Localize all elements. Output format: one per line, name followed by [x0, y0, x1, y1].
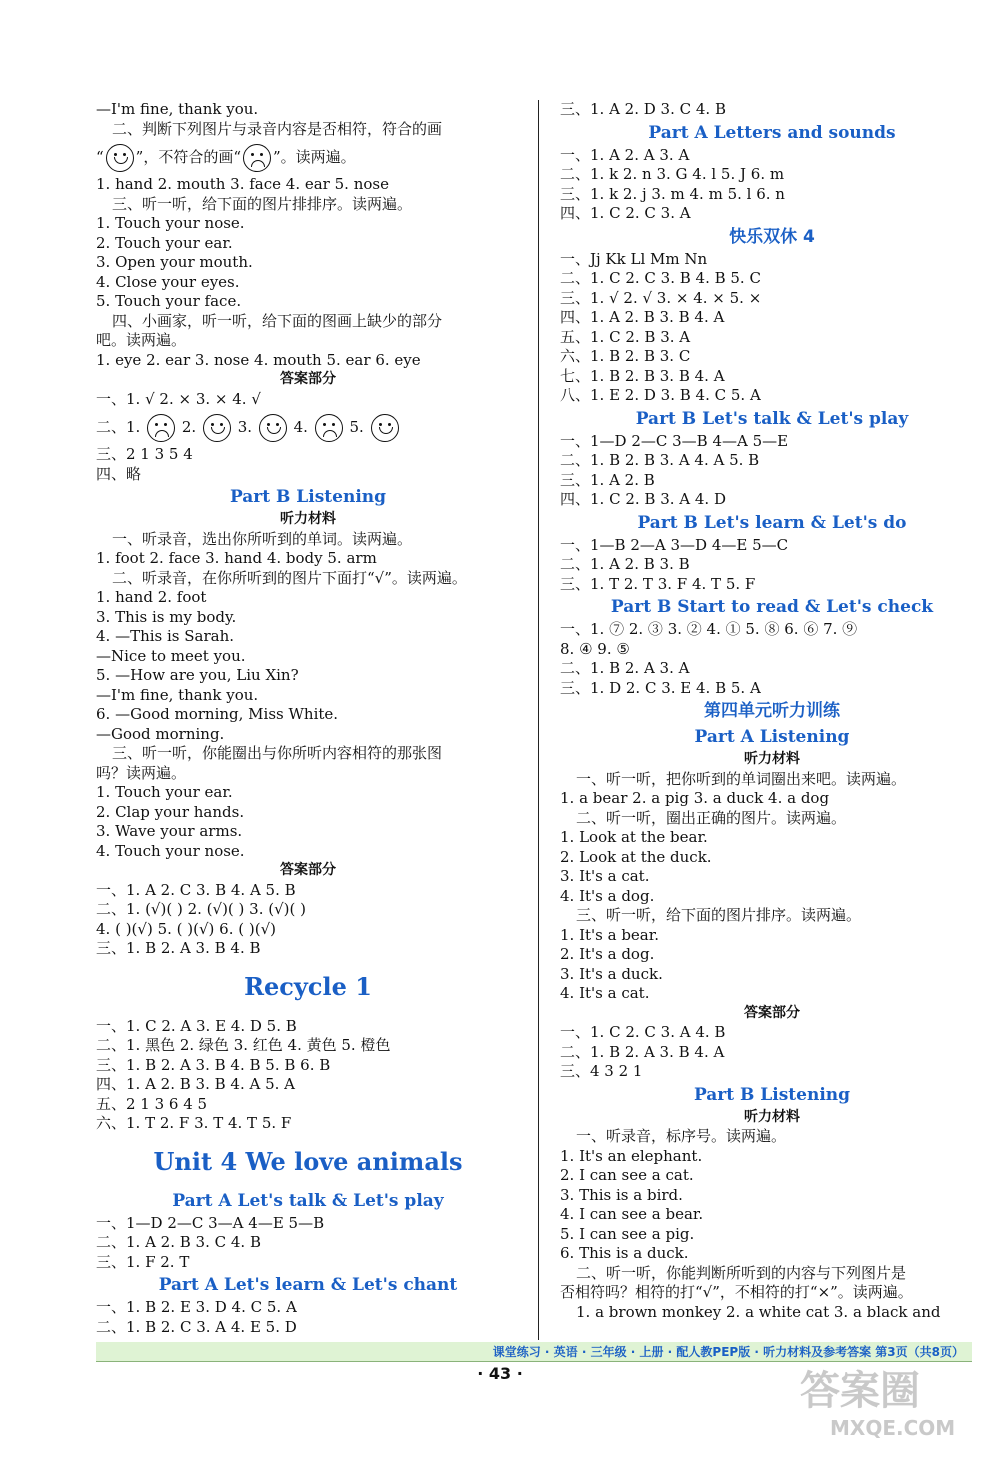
text-line: 二、1. A 2. B 3. C 4. B [96, 1233, 261, 1251]
text-line: 三、1. B 2. A 3. B 4. B 5. B 6. B [96, 1055, 331, 1074]
text-line: —I'm fine, thank you. [96, 100, 259, 118]
text-line: 一、1—B 2—A 3—D 4—E 5—C [560, 535, 789, 554]
section-heading: Part B Let's learn & Let's do [637, 512, 907, 533]
text-line: —I'm fine, thank you. [96, 685, 259, 704]
text-line: 四、1. C 2. B 3. A 4. D [560, 490, 726, 508]
text-line: 二、1. A 2. B 3. B [560, 555, 690, 573]
text-line: 3. Open your mouth. [96, 253, 253, 271]
text-line: 1. eye 2. ear 3. nose 4. mouth 5. ear 6. eye [96, 350, 421, 369]
text-line: 4. ( )(√) 5. ( )(√) 6. ( )(√) [96, 919, 276, 938]
text-line: 三、1. A 2. B [560, 470, 655, 489]
text-line: 一、1. B 2. E 3. D 4. C 5. A [96, 1298, 297, 1316]
answer-section-title: 答案部分 [744, 1004, 800, 1021]
unit-listening-heading: 第四单元听力训练 [704, 701, 840, 721]
text-line: 四、略 [96, 464, 142, 483]
text-line: 四、1. C 2. C 3. A [560, 204, 691, 222]
text-line: 1. hand 2. foot [96, 588, 207, 606]
text-line: 三、听一听，给下面的图片排序。读两遍。 [576, 906, 862, 924]
material-title: 听力材料 [744, 1108, 800, 1125]
text-line: 三、1. √ 2. √ 3. × 4. × 5. × [560, 288, 762, 307]
text-line: 三、4 3 2 1 [560, 1062, 643, 1080]
sad-face-icon [315, 414, 343, 442]
text-line: 三、1. T 2. T 3. F 4. T 5. F [560, 574, 756, 593]
text-line: 3. It's a cat. [560, 867, 650, 885]
text-line: 三、听一听，给下面的图片排排序。读两遍。 [112, 194, 413, 213]
text-line: 5. —How are you, Liu Xin? [96, 666, 299, 684]
text-line: 3. This is my body. [96, 607, 237, 626]
text-line: 2. It's a dog. [560, 945, 655, 963]
text-line: 2. Clap your hands. [96, 802, 245, 821]
text-line: 否相符吗？相符的打“√”，不相符的打“×”。读两遍。 [560, 1283, 913, 1301]
text-line: 2. Look at the duck. [560, 847, 712, 866]
text-line: 八、1. E 2. D 3. B 4. C 5. A [560, 386, 761, 404]
text-fragment: “ [96, 148, 104, 166]
text-line: 二、1. 黑色 2. 绿色 3. 红色 4. 黄色 5. 橙色 [96, 1036, 391, 1054]
text-line: 二、听录音，在你所听到的图片下面打“√”。读两遍。 [112, 568, 467, 587]
text-line: 四、1. A 2. B 3. B 4. A 5. A [96, 1075, 296, 1093]
section-heading: Part B Start to read & Let's check [610, 597, 934, 617]
text-line: 二、1. B 2. A 3. A [560, 659, 690, 677]
text-fragment: 4. [293, 418, 308, 436]
text-line: 吗？读两遍。 [96, 763, 187, 782]
text-line: 8. ④ 9. ⑤ [560, 639, 630, 658]
text-line: 6. This is a duck. [560, 1244, 689, 1262]
text-line: 二、1. (√)( ) 2. (√)( ) 3. (√)( ) [96, 900, 306, 918]
text-line: 二、判断下列图片与录音内容是否相符，符合的画 [112, 119, 443, 138]
text-line: 五、2 1 3 6 4 5 [96, 1094, 208, 1113]
recycle-heading: Recycle 1 [244, 971, 372, 1001]
watermark-url: MXQE.COM [830, 1416, 956, 1440]
text-line: 一、听录音，标序号。读两遍。 [576, 1127, 787, 1145]
text-line: 一、1. C 2. C 3. A 4. B [560, 1023, 726, 1041]
text-line: 一、听一听，把你听到的单词圈出来吧。读两遍。 [576, 769, 907, 788]
text-line: —Nice to meet you. [96, 646, 246, 665]
page-number: · 43 · [477, 1364, 523, 1383]
footer-band: 课堂练习 · 英语 · 三年级 · 上册 · 配人教PEP版 · 听力材料及参考答案 第3页（共8页） [96, 1342, 972, 1362]
smiley-face-icon [371, 414, 399, 442]
text-line: 一、Jj Kk Ll Mm Nn [560, 249, 708, 268]
text-line: 一、1. √ 2. × 3. × 4. √ [96, 389, 261, 408]
text-fragment: 二、1. [96, 418, 141, 436]
text-line: 1. Touch your ear. [96, 783, 233, 801]
text-line: 四、1. A 2. B 3. B 4. A [560, 308, 725, 326]
face-instruction-line [96, 139, 520, 175]
text-line: 二、1. B 2. C 3. A 4. E 5. D [96, 1317, 297, 1336]
text-line: 1. Touch your nose. [96, 214, 245, 232]
text-line: 三、1. F 2. T [96, 1252, 190, 1271]
text-line: 三、1. D 2. C 3. E 4. B 5. A [560, 678, 761, 697]
section-heading: Part A Letters and sounds [648, 122, 896, 143]
text-line: 1. foot 2. face 3. hand 4. body 5. arm [96, 549, 377, 567]
text-fragment: 2. [181, 418, 197, 436]
text-line: 三、2 1 3 5 4 [96, 445, 193, 463]
text-line: 4. —This is Sarah. [96, 627, 235, 645]
text-line: 4. I can see a bear. [560, 1205, 704, 1223]
text-fragment: ”，不符合的画“ [135, 148, 242, 166]
text-line: 三、1. B 2. A 3. B 4. B [96, 939, 261, 957]
text-line: 1. It's an elephant. [560, 1146, 703, 1165]
text-line: 一、听录音，选出你所听到的单词。读两遍。 [112, 529, 413, 548]
text-fragment: ”。读两遍。 [273, 148, 356, 166]
text-line: 四、小画家，听一听，给下面的图画上缺少的部分 [112, 311, 443, 330]
text-line: 5. Touch your face. [96, 292, 242, 310]
text-line: 一、1. C 2. A 3. E 4. D 5. B [96, 1016, 297, 1035]
section-heading: Part B Listening [229, 487, 387, 507]
text-line: 4. It's a cat. [560, 984, 650, 1002]
text-line: 六、1. B 2. B 3. C [560, 347, 691, 365]
right-column [560, 100, 984, 1322]
text-line: 一、1—D 2—C 3—B 4—A 5—E [560, 431, 789, 450]
text-line: 3. Wave your arms. [96, 822, 243, 840]
face-answer-line [96, 409, 520, 445]
watermark-logo [800, 1366, 980, 1456]
text-line: 一、1. ⑦ 2. ③ 3. ② 4. ① 5. ⑧ 6. ⑥ 7. ⑨ [560, 620, 858, 638]
section-heading: Part A Let's learn & Let's chant [158, 1275, 458, 1295]
text-line: 1. a brown monkey 2. a white cat 3. a black and [576, 1302, 941, 1321]
text-line: 一、1. A 2. C 3. B 4. A 5. B [96, 880, 296, 899]
text-line: 1. a bear 2. a pig 3. a duck 4. a dog [560, 789, 830, 807]
text-line: 六、1. T 2. F 3. T 4. T 5. F [96, 1114, 292, 1132]
smiley-face-icon [259, 414, 287, 442]
left-column [96, 100, 520, 1337]
text-fragment: 5. [349, 418, 364, 436]
text-line: 5. I can see a pig. [560, 1224, 695, 1243]
text-line: 2. Touch your ear. [96, 233, 233, 252]
watermark-text: 答案圈 [800, 1368, 920, 1414]
text-fragment: 3. [237, 418, 253, 436]
text-line: 二、1. k 2. n 3. G 4. l 5. J 6. m [560, 165, 785, 183]
text-line: 吧。读两遍。 [96, 331, 187, 349]
text-line: 一、1. A 2. A 3. A [560, 145, 690, 164]
answer-section-title: 答案部分 [280, 862, 336, 878]
text-line: 二、1. C 2. C 3. B 4. B 5. C [560, 269, 761, 287]
text-line: 3. It's a duck. [560, 964, 663, 983]
text-line: 3. This is a bird. [560, 1185, 683, 1204]
text-line: 6. —Good morning, Miss White. [96, 705, 339, 723]
text-line: 二、听一听，你能判断所听到的内容与下列图片是 [576, 1263, 907, 1282]
unit-heading: Unit 4 We love animals [153, 1146, 463, 1176]
text-line: 二、听一听，圈出正确的图片。读两遍。 [576, 808, 847, 827]
section-heading: Part A Listening [694, 727, 850, 747]
text-line: 一、1—D 2—C 3—A 4—E 5—B [96, 1213, 325, 1232]
text-line: 2. I can see a cat. [560, 1166, 694, 1184]
text-line: 4. Close your eyes. [96, 272, 240, 291]
material-title: 听力材料 [280, 511, 336, 527]
section-heading: Part B Listening [693, 1084, 851, 1105]
text-line: 二、1. B 2. B 3. A 4. A 5. B [560, 451, 760, 469]
text-line: 4. Touch your nose. [96, 841, 245, 860]
text-line: 1. hand 2. mouth 3. face 4. ear 5. nose [96, 175, 389, 193]
text-line: 4. It's a dog. [560, 886, 655, 905]
section-heading: Part B Let's talk & Let's play [635, 408, 909, 429]
text-line: 七、1. B 2. B 3. B 4. A [560, 366, 725, 385]
sad-face-icon [243, 144, 271, 172]
column-divider [538, 100, 539, 1340]
material-title: 听力材料 [744, 751, 800, 767]
text-line: 三、听一听，你能圈出与你所听内容相符的那张图 [112, 744, 443, 762]
section-heading: 快乐双休 4 [729, 226, 815, 247]
answer-section-title: 答案部分 [280, 371, 336, 387]
text-line: 三、1. A 2. D 3. C 4. B [560, 100, 726, 118]
smiley-face-icon [106, 144, 134, 172]
text-line: 五、1. C 2. B 3. A [560, 327, 691, 346]
smiley-face-icon [203, 414, 231, 442]
text-line: —Good morning. [96, 724, 225, 743]
text-line: 1. Look at the bear. [560, 828, 708, 846]
section-heading: Part A Let's talk & Let's play [172, 1190, 444, 1211]
text-line: 1. It's a bear. [560, 925, 660, 944]
text-line: 三、1. k 2. j 3. m 4. m 5. l 6. n [560, 184, 785, 203]
sad-face-icon [147, 414, 175, 442]
text-line: 二、1. B 2. A 3. B 4. A [560, 1042, 725, 1061]
